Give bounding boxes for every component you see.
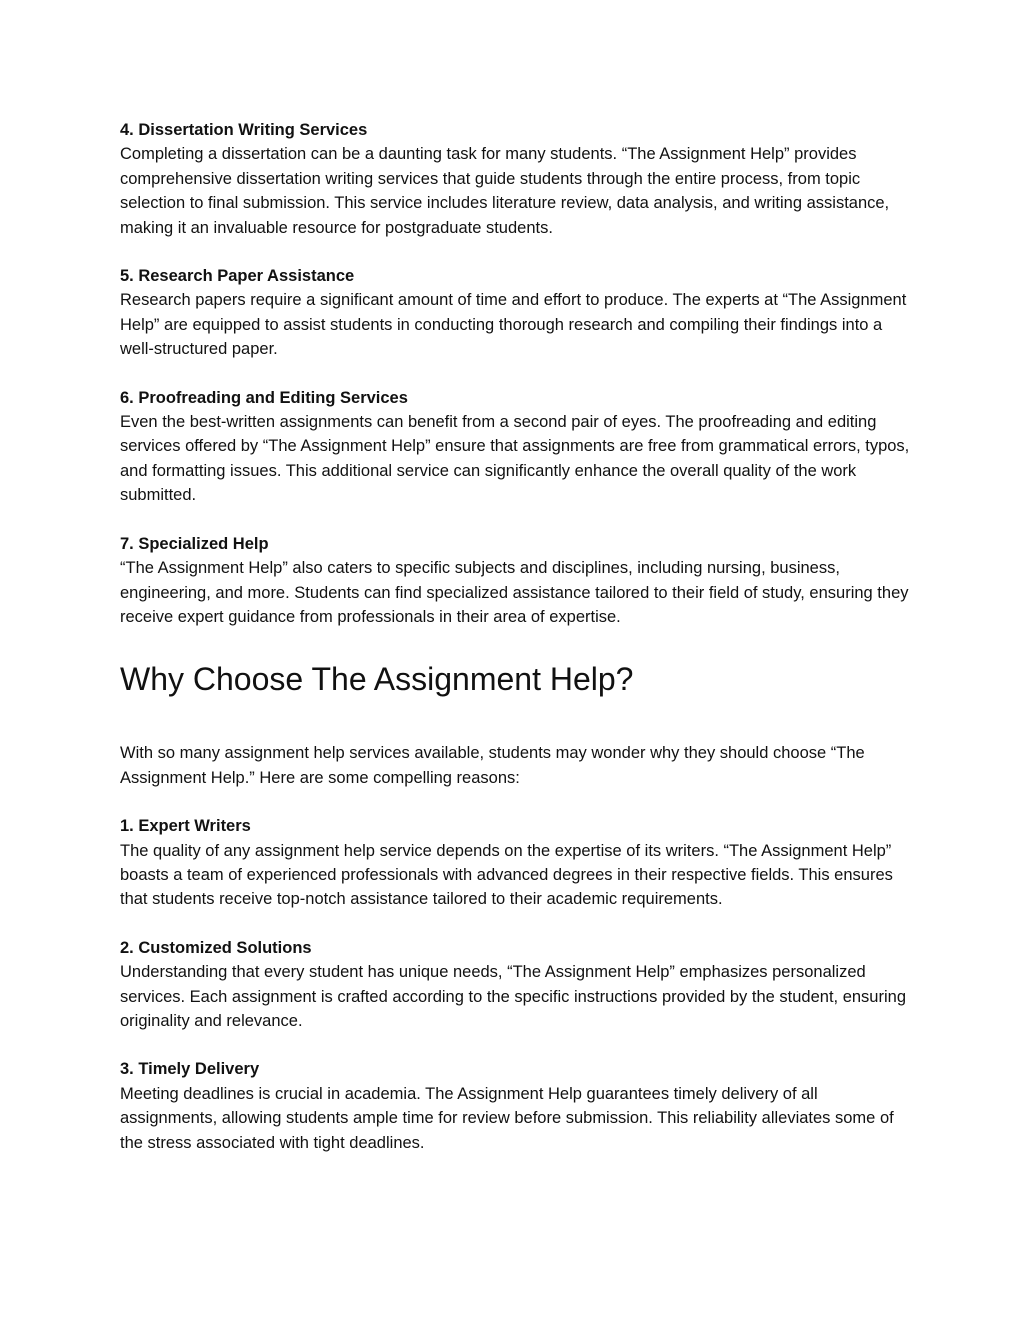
service-section-specialized <box>120 532 910 630</box>
section-body: Understanding that every student has unique needs, “The Assignment Help” emphasizes personalized services. Each assignment is crafted according to the specific instructions provided by the student, ensuring originality and relevance. <box>120 963 906 1030</box>
section-body: Meeting deadlines is crucial in academia. The Assignment Help guarantees timely delivery of all assignments, allowing students ample time for review before submission. This reliability alleviates some of the stress associated with tight deadlines. <box>120 1084 894 1152</box>
section-title: 1. Expert Writers <box>120 817 251 836</box>
section-title: 4. Dissertation Writing Services <box>120 121 368 139</box>
section-title: 3. Timely Delivery <box>120 1060 260 1079</box>
reason-section-timely-delivery <box>120 1057 910 1155</box>
section-body: The quality of any assignment help service depends on the expertise of its writers. “The Assignment Help” boasts a team of experienced professionals with advanced degrees in their respective fields. This ensures that students receive top-notch assistance tailored to their academic requirements. <box>120 841 893 909</box>
section-body: Even the best-written assignments can benefit from a second pair of eyes. The proofreading and editing services offered by “The Assignment Help” ensure that assignments are free from grammatical errors, typos, and formatting issues. This additional service can significantly enhance the overall quality of the work submitted. <box>120 413 910 505</box>
reason-section-customized-solutions <box>120 936 910 1034</box>
service-section-dissertation <box>120 118 910 240</box>
section-title: 5. Research Paper Assistance <box>120 267 355 286</box>
section-title: 7. Specialized Help <box>120 534 269 553</box>
service-section-research-paper <box>120 264 910 362</box>
why-choose-heading: Why Choose The Assignment Help? <box>120 661 634 698</box>
section-body: “The Assignment Help” also caters to specific subjects and disciplines, including nursing, business, engineering, and more. Students can find specialized assistance tailored to their field of study, ensuring they receive expert guidance from professionals in their area of expertise. <box>120 559 909 626</box>
document-page <box>120 118 910 1179</box>
section-title: 6. Proofreading and Editing Services <box>120 388 408 407</box>
section-body: Completing a dissertation can be a daunting task for many students. “The Assignment Help” provides comprehensive dissertation writing services that guide students through the entire process, from topic selection to final submission. This service includes literature review, data analysis, and writing assistance, making it an invaluable resource for postgraduate students. <box>120 145 890 237</box>
reason-section-expert-writers <box>120 814 910 912</box>
why-choose-intro: With so many assignment help services available, students may wonder why they should choose “The Assignment Help.” Here are some compelling reasons: <box>120 744 865 787</box>
section-body: Research papers require a significant amount of time and effort to produce. The experts at “The Assignment Help” are equipped to assist students in conducting thorough research and compiling their findings into a well-structured paper. <box>120 291 907 359</box>
section-title: 2. Customized Solutions <box>120 938 312 957</box>
service-section-proofreading <box>120 386 910 508</box>
